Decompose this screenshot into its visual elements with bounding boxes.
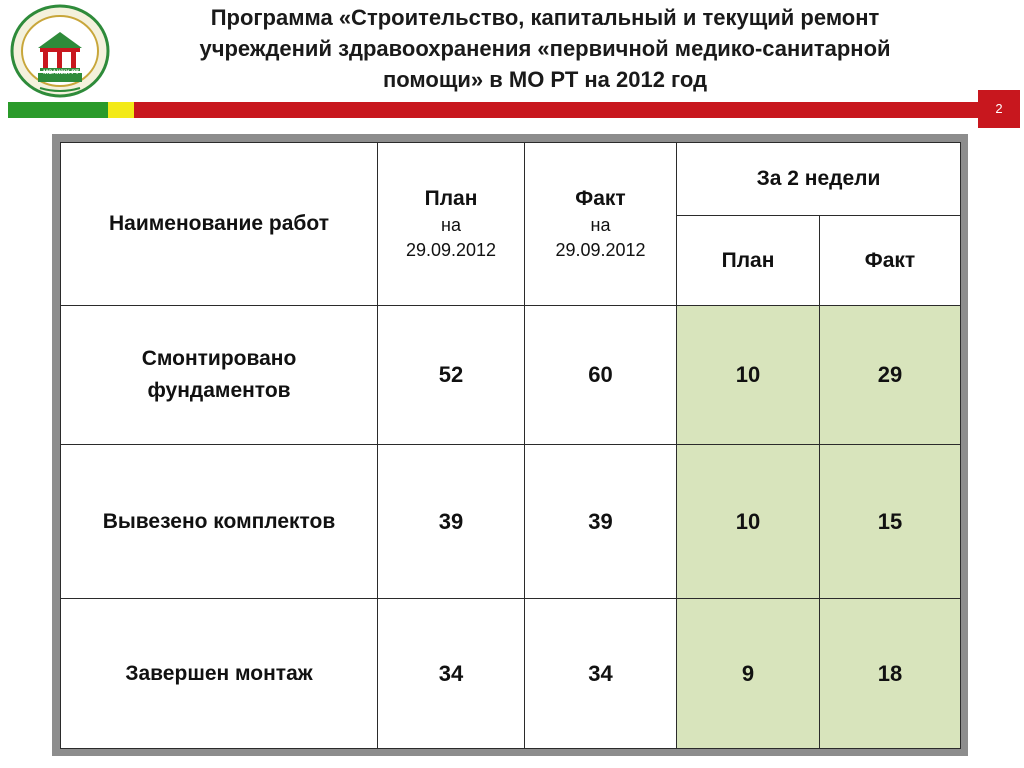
table-row bbox=[61, 599, 961, 749]
row-week-fact: 18 bbox=[820, 599, 961, 749]
row-week-fact: 15 bbox=[820, 445, 961, 599]
table-frame bbox=[52, 134, 968, 756]
header-plan-label: План bbox=[424, 187, 478, 210]
row-name-line2: фундаментов bbox=[147, 379, 291, 402]
row-week-fact: 29 bbox=[820, 306, 961, 445]
header-fact-label: Факт bbox=[575, 187, 626, 210]
page-title: Программа «Строительство, капитальный и текущий ремонт учреждений здравоохранения «первичной медико-санитарной помощи» в МО РТ на 2012 год bbox=[199, 5, 891, 92]
row-name-line1: Вывезено комплектов bbox=[102, 509, 336, 533]
row-week-plan: 9 bbox=[677, 599, 820, 749]
header-fact-date: 29.09.2012 bbox=[555, 240, 646, 260]
row-name-line1: Завершен монтаж bbox=[125, 661, 313, 685]
header-fact-sub: на bbox=[590, 215, 611, 235]
header-plan-cell bbox=[378, 143, 525, 306]
row-fact: 34 bbox=[525, 599, 677, 749]
row-week-plan: 10 bbox=[677, 445, 820, 599]
header-two-weeks-plan-cell bbox=[677, 216, 820, 306]
row-fact: 39 bbox=[525, 445, 677, 599]
header-plan-sub: на bbox=[441, 215, 461, 235]
header-two-weeks-cell bbox=[677, 143, 961, 216]
header-name: Наименование работ bbox=[109, 212, 329, 235]
row-plan: 52 bbox=[378, 306, 525, 445]
header-two-weeks: За 2 недели bbox=[756, 167, 881, 190]
logo-text: МСАЖКХ РТ bbox=[43, 70, 79, 76]
page-number: 2 bbox=[978, 90, 1020, 128]
ministry-logo bbox=[10, 4, 110, 98]
row-name-cell bbox=[61, 306, 378, 445]
header-name-cell bbox=[61, 143, 378, 306]
works-table bbox=[60, 142, 961, 749]
table-row bbox=[61, 445, 961, 599]
row-name-line1: Смонтировано bbox=[141, 347, 297, 370]
row-week-plan: 10 bbox=[677, 306, 820, 445]
table-row bbox=[61, 306, 961, 445]
header-two-weeks-fact-cell bbox=[820, 216, 961, 306]
header-two-weeks-fact: Факт bbox=[864, 248, 916, 272]
row-name-cell bbox=[61, 599, 378, 749]
row-fact: 60 bbox=[525, 306, 677, 445]
header-two-weeks-plan: План bbox=[721, 248, 775, 272]
header-fact-cell bbox=[525, 143, 677, 306]
row-plan: 34 bbox=[378, 599, 525, 749]
header-stripe bbox=[8, 102, 1020, 118]
header-plan-date: 29.09.2012 bbox=[405, 240, 497, 260]
row-name-cell bbox=[61, 445, 378, 599]
row-plan: 39 bbox=[378, 445, 525, 599]
